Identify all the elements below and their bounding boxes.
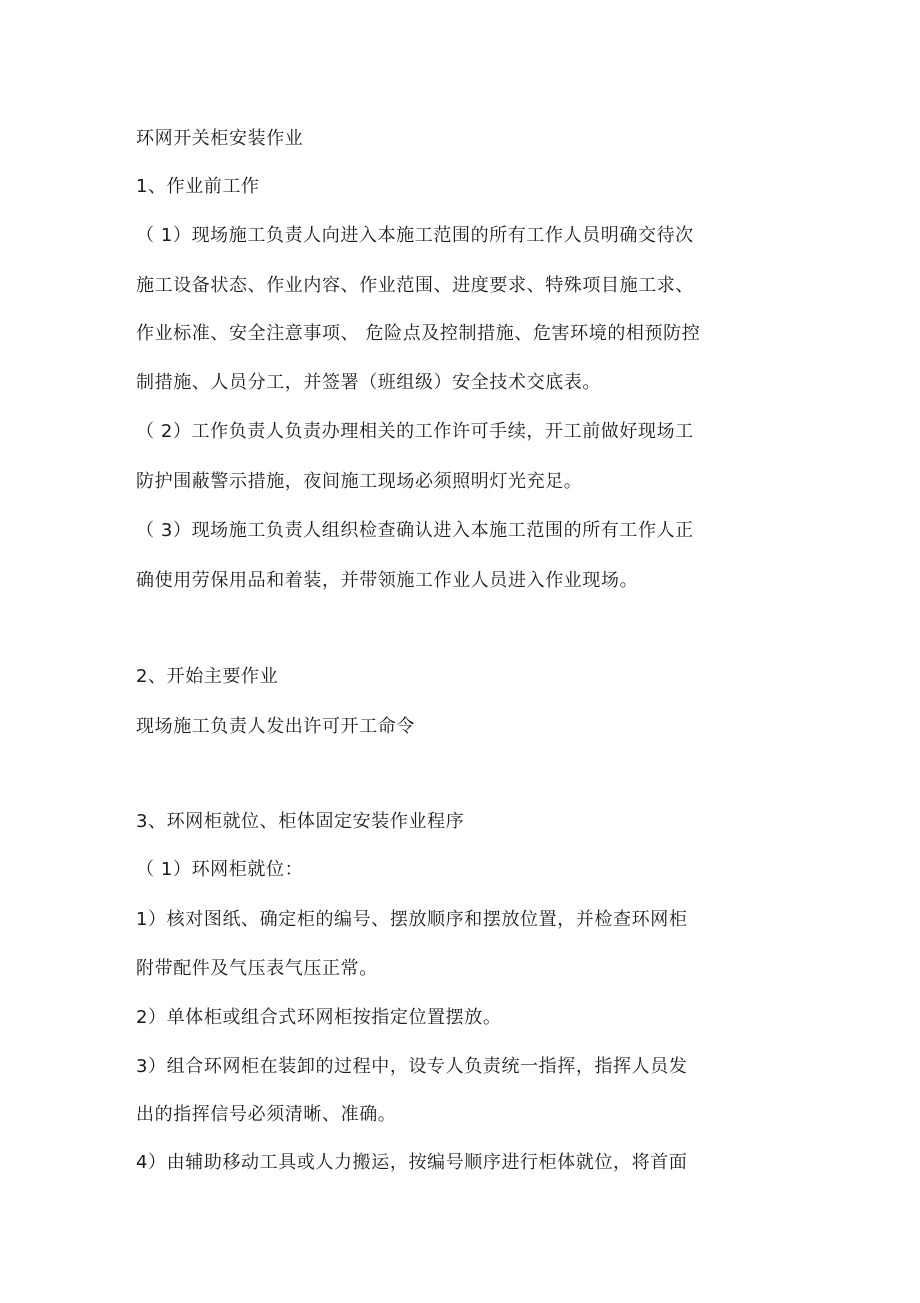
- section-heading: 2、开始主要作业: [136, 666, 279, 687]
- section-heading: 1、作业前工作: [136, 176, 260, 197]
- paragraph-line: 作业标准、安全注意事项、 危险点及控制措施、危害环境的相预防控: [136, 323, 701, 344]
- paragraph-line: 4）由辅助移动工具或人力搬运，按编号顺序进行柜体就位，将首面: [136, 1152, 688, 1173]
- subsection-heading: （ 1）环网柜就位：: [136, 859, 304, 880]
- paragraph-line: 附带配件及气压表气压正常。: [136, 958, 378, 979]
- document-title: 环网开关柜安装作业: [136, 128, 304, 149]
- paragraph-line: 防护围蔽警示措施，夜间施工现场必须照明灯光充足。: [136, 471, 583, 492]
- paragraph-line: 出的指挥信号必须清晰、准确。: [136, 1104, 397, 1125]
- paragraph-line: （ 2）工作负责人负责办理相关的工作许可手续，开工前做好现场工: [136, 421, 694, 442]
- paragraph-line: （ 3）现场施工负责人组织检查确认进入本施工范围的所有工作人正: [136, 520, 694, 541]
- section-heading: 3、环网柜就位、柜体固定安装作业程序: [136, 811, 465, 832]
- paragraph-line: （ 1）现场施工负责人向进入本施工范围的所有工作人员明确交待次: [136, 225, 694, 246]
- paragraph-line: 制措施、人员分工，并签署（班组级）安全技术交底表。: [136, 372, 601, 393]
- paragraph-line: 现场施工负责人发出许可开工命令: [136, 716, 415, 737]
- paragraph-line: 1）核对图纸、确定柜的编号、摆放顺序和摆放位置，并检查环网柜: [136, 909, 688, 930]
- paragraph-line: 施工设备状态、作业内容、作业范围、进度要求、特殊项目施工求、: [136, 275, 694, 296]
- paragraph-line: 2）单体柜或组合式环网柜按指定位置摆放。: [136, 1007, 502, 1028]
- paragraph-line: 确使用劳保用品和着装，并带领施工作业人员进入作业现场。: [136, 570, 639, 591]
- paragraph-line: 3）组合环网柜在装卸的过程中，设专人负责统一指挥，指挥人员发: [136, 1056, 688, 1077]
